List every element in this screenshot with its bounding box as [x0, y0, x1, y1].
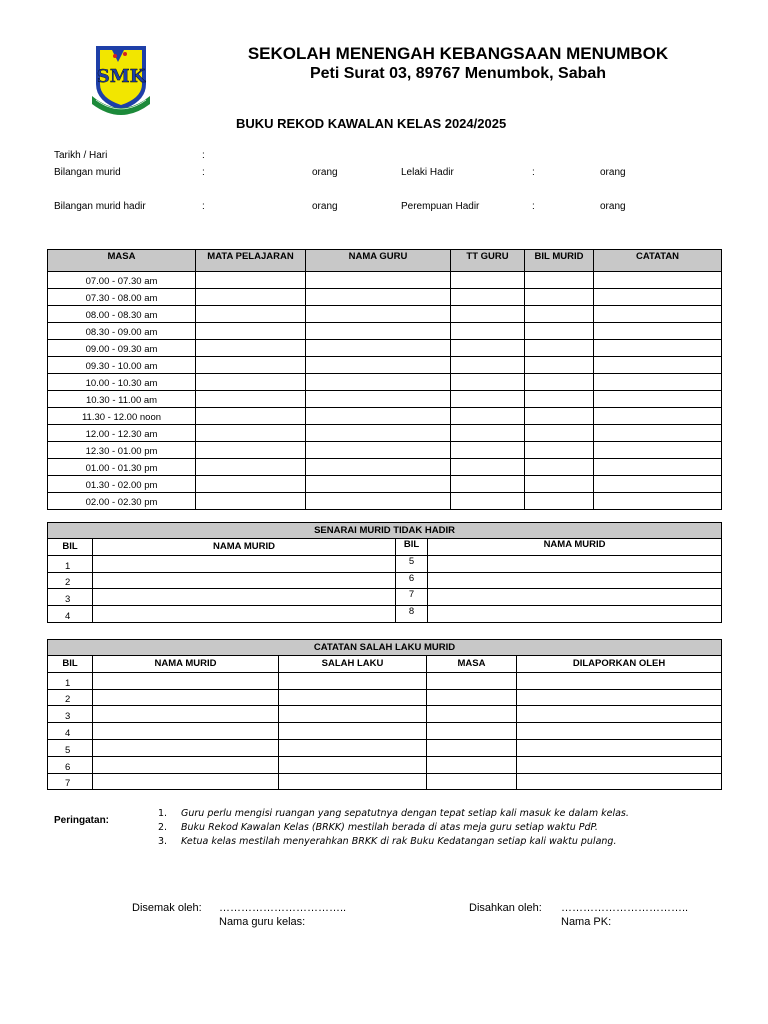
date-label: Tarikh / Hari	[54, 150, 108, 161]
students-colon: :	[202, 167, 205, 178]
misconduct-number: 2	[48, 689, 93, 706]
time-cell[interactable]	[427, 672, 517, 689]
time-slot: 10.30 - 11.00 am	[48, 391, 196, 408]
absent-number: 6	[396, 572, 428, 589]
time-slot: 01.30 - 02.00 pm	[48, 476, 196, 493]
time-slot: 07.00 - 07.30 am	[48, 272, 196, 289]
misconduct-row	[48, 706, 722, 723]
time-cell[interactable]	[427, 723, 517, 740]
subject-cell[interactable]	[196, 493, 306, 510]
time-slot: 10.00 - 10.30 am	[48, 374, 196, 391]
school-name: SEKOLAH MENENGAH KEBANGSAAN MENUMBOK	[247, 44, 669, 63]
signature-cell[interactable]	[451, 306, 525, 323]
time-slot: 01.00 - 01.30 pm	[48, 459, 196, 476]
signature-cell[interactable]	[451, 476, 525, 493]
notes-cell[interactable]	[594, 323, 722, 340]
absent-name-cell[interactable]	[428, 589, 722, 606]
student-name-cell[interactable]	[93, 672, 279, 689]
schedule-row	[48, 493, 722, 510]
header-signature: TT GURU	[451, 250, 525, 272]
student-count-cell[interactable]	[525, 425, 594, 442]
student-count-cell[interactable]	[525, 493, 594, 510]
absent-number: 4	[48, 606, 93, 623]
header-subject: MATA PELAJARAN	[196, 250, 306, 272]
absent-name-cell[interactable]	[93, 606, 396, 623]
student-count-cell[interactable]	[525, 340, 594, 357]
notes-cell[interactable]	[594, 476, 722, 493]
time-slot: 09.30 - 10.00 am	[48, 357, 196, 374]
offence-cell[interactable]	[279, 723, 427, 740]
absent-name-cell[interactable]	[93, 555, 396, 572]
time-slot: 02.00 - 02.30 pm	[48, 493, 196, 510]
warning-text: Buku Rekod Kawalan Kelas (BRKK) mestilah berada di atas meja guru setiap waktu PdP.	[181, 822, 598, 833]
school-logo	[88, 44, 154, 118]
reporter-cell[interactable]	[517, 739, 722, 756]
signature-cell[interactable]	[451, 323, 525, 340]
student-name-cell[interactable]	[93, 723, 279, 740]
misconduct-row	[48, 672, 722, 689]
signature-cell[interactable]	[451, 408, 525, 425]
time-slot: 08.30 - 09.00 am	[48, 323, 196, 340]
schedule-row	[48, 374, 722, 391]
misconduct-row	[48, 689, 722, 706]
notes-cell[interactable]	[594, 442, 722, 459]
approved-by-label: Disahkan oleh:	[469, 902, 542, 914]
notes-cell[interactable]	[594, 306, 722, 323]
signature-cell[interactable]	[451, 357, 525, 374]
notes-cell[interactable]	[594, 408, 722, 425]
teacher-cell[interactable]	[306, 408, 451, 425]
schedule-row	[48, 340, 722, 357]
warning-item	[158, 836, 616, 847]
misconduct-number: 7	[48, 773, 93, 790]
misconduct-title: CATATAN SALAH LAKU MURID	[48, 640, 722, 656]
absent-bil-header-right: BIL	[396, 539, 428, 556]
reporter-cell[interactable]	[517, 706, 722, 723]
subject-cell[interactable]	[196, 323, 306, 340]
absent-row	[48, 589, 722, 606]
student-name-cell[interactable]	[93, 756, 279, 773]
absent-name-cell[interactable]	[428, 606, 722, 623]
offence-cell[interactable]	[279, 756, 427, 773]
offence-cell[interactable]	[279, 773, 427, 790]
teacher-cell[interactable]	[306, 493, 451, 510]
misconduct-reporter-header: DILAPORKAN OLEH	[517, 656, 722, 673]
subject-cell[interactable]	[196, 476, 306, 493]
absent-name-cell[interactable]	[428, 555, 722, 572]
misconduct-number: 3	[48, 706, 93, 723]
absent-name-header-right: NAMA MURID	[428, 539, 722, 556]
warning-item	[158, 808, 629, 819]
subject-cell[interactable]	[196, 340, 306, 357]
misconduct-bil-header: BIL	[48, 656, 93, 673]
absent-bil-header: BIL	[48, 539, 93, 556]
time-slot: 07.30 - 08.00 am	[48, 289, 196, 306]
absent-number: 1	[48, 555, 93, 572]
misconduct-offence-header: SALAH LAKU	[279, 656, 427, 673]
offence-cell[interactable]	[279, 672, 427, 689]
time-slot: 12.00 - 12.30 am	[48, 425, 196, 442]
notes-cell[interactable]	[594, 459, 722, 476]
absent-name-header: NAMA MURID	[93, 539, 396, 556]
schedule-row	[48, 476, 722, 493]
subject-cell[interactable]	[196, 272, 306, 289]
absent-row	[48, 555, 722, 572]
students-unit: orang	[312, 167, 338, 178]
notes-cell[interactable]	[594, 272, 722, 289]
student-count-cell[interactable]	[525, 442, 594, 459]
misconduct-table	[47, 639, 722, 790]
misconduct-row	[48, 723, 722, 740]
absent-row	[48, 606, 722, 623]
checked-by-line: ……………………………..	[219, 902, 347, 914]
schedule-row	[48, 357, 722, 374]
warning-number: 2.	[158, 822, 168, 833]
misconduct-number: 5	[48, 739, 93, 756]
date-colon: :	[202, 150, 205, 161]
time-cell[interactable]	[427, 706, 517, 723]
misconduct-number: 4	[48, 723, 93, 740]
time-slot: 08.00 - 08.30 am	[48, 306, 196, 323]
schedule-row	[48, 391, 722, 408]
teacher-cell[interactable]	[306, 357, 451, 374]
girls-label: Perempuan Hadir	[401, 201, 480, 212]
present-colon: :	[202, 201, 205, 212]
girls-colon: :	[532, 201, 535, 212]
student-count-cell[interactable]	[525, 357, 594, 374]
reporter-cell[interactable]	[517, 672, 722, 689]
absent-number: 5	[396, 555, 428, 572]
subject-cell[interactable]	[196, 459, 306, 476]
teacher-cell[interactable]	[306, 374, 451, 391]
boys-label: Lelaki Hadir	[401, 167, 454, 178]
teacher-cell[interactable]	[306, 459, 451, 476]
student-count-cell[interactable]	[525, 323, 594, 340]
notes-cell[interactable]	[594, 374, 722, 391]
reporter-cell[interactable]	[517, 756, 722, 773]
signature-cell[interactable]	[451, 459, 525, 476]
time-cell[interactable]	[427, 756, 517, 773]
subject-cell[interactable]	[196, 357, 306, 374]
subject-cell[interactable]	[196, 374, 306, 391]
present-label: Bilangan murid hadir	[54, 201, 146, 212]
warning-number: 3.	[158, 836, 168, 847]
signature-cell[interactable]	[451, 272, 525, 289]
absent-number: 2	[48, 572, 93, 589]
time-cell[interactable]	[427, 739, 517, 756]
schedule-row	[48, 306, 722, 323]
header-masa: MASA	[48, 250, 196, 272]
student-count-cell[interactable]	[525, 408, 594, 425]
teacher-cell[interactable]	[306, 340, 451, 357]
signature-cell[interactable]	[451, 340, 525, 357]
reporter-cell[interactable]	[517, 689, 722, 706]
teacher-cell[interactable]	[306, 425, 451, 442]
header-notes: CATATAN	[594, 250, 722, 272]
time-slot: 12.30 - 01.00 pm	[48, 442, 196, 459]
approved-by-line: ……………………………..	[561, 902, 689, 914]
teacher-cell[interactable]	[306, 391, 451, 408]
misconduct-row	[48, 739, 722, 756]
boys-colon: :	[532, 167, 535, 178]
student-count-cell[interactable]	[525, 391, 594, 408]
absent-name-cell[interactable]	[428, 572, 722, 589]
reporter-cell[interactable]	[517, 723, 722, 740]
misconduct-row	[48, 756, 722, 773]
subject-cell[interactable]	[196, 289, 306, 306]
absent-row	[48, 572, 722, 589]
absent-name-cell[interactable]	[93, 589, 396, 606]
schedule-row	[48, 408, 722, 425]
time-cell[interactable]	[427, 773, 517, 790]
teacher-cell[interactable]	[306, 272, 451, 289]
signature-cell[interactable]	[451, 442, 525, 459]
students-label: Bilangan murid	[54, 167, 121, 178]
teacher-name-label: Nama guru kelas:	[219, 916, 306, 928]
teacher-cell[interactable]	[306, 442, 451, 459]
warning-label: Peringatan:	[54, 815, 110, 826]
warning-item	[158, 822, 598, 833]
absent-number: 7	[396, 589, 428, 606]
student-name-cell[interactable]	[93, 739, 279, 756]
absent-title: SENARAI MURID TIDAK HADIR	[48, 523, 722, 539]
subject-cell[interactable]	[196, 408, 306, 425]
reporter-cell[interactable]	[517, 773, 722, 790]
present-unit: orang	[312, 201, 338, 212]
girls-unit: orang	[600, 201, 626, 212]
schedule-table	[47, 249, 722, 510]
time-slot: 11.30 - 12.00 noon	[48, 408, 196, 425]
student-name-cell[interactable]	[93, 689, 279, 706]
warning-text: Ketua kelas mestilah menyerahkan BRKK di rak Buku Kedatangan setiap kali waktu pulang.	[181, 836, 617, 847]
signature-cell[interactable]	[451, 374, 525, 391]
misconduct-number: 6	[48, 756, 93, 773]
subject-cell[interactable]	[196, 442, 306, 459]
subject-cell[interactable]	[196, 306, 306, 323]
checked-by-label: Disemak oleh:	[132, 902, 202, 914]
notes-cell[interactable]	[594, 340, 722, 357]
svg-text:SMK: SMK	[96, 66, 146, 87]
header-teacher: NAMA GURU	[306, 250, 451, 272]
notes-cell[interactable]	[594, 289, 722, 306]
signature-cell[interactable]	[451, 289, 525, 306]
schedule-row	[48, 459, 722, 476]
school-address: Peti Surat 03, 89767 Menumbok, Sabah	[309, 65, 607, 82]
boys-unit: orang	[600, 167, 626, 178]
warning-number: 1.	[158, 808, 168, 819]
header-student-count: BIL MURID	[525, 250, 594, 272]
teacher-cell[interactable]	[306, 306, 451, 323]
signature-cell[interactable]	[451, 391, 525, 408]
form-title: BUKU REKOD KAWALAN KELAS 2024/2025	[236, 116, 507, 131]
misconduct-row	[48, 773, 722, 790]
schedule-row	[48, 323, 722, 340]
notes-cell[interactable]	[594, 357, 722, 374]
teacher-cell[interactable]	[306, 323, 451, 340]
subject-cell[interactable]	[196, 391, 306, 408]
subject-cell[interactable]	[196, 425, 306, 442]
signature-cell[interactable]	[451, 425, 525, 442]
misconduct-name-header: NAMA MURID	[93, 656, 279, 673]
offence-cell[interactable]	[279, 689, 427, 706]
student-name-cell[interactable]	[93, 706, 279, 723]
schedule-row	[48, 425, 722, 442]
teacher-cell[interactable]	[306, 476, 451, 493]
absent-number: 3	[48, 589, 93, 606]
offence-cell[interactable]	[279, 739, 427, 756]
student-count-cell[interactable]	[525, 306, 594, 323]
student-count-cell[interactable]	[525, 272, 594, 289]
schedule-row	[48, 272, 722, 289]
student-count-cell[interactable]	[525, 459, 594, 476]
student-count-cell[interactable]	[525, 289, 594, 306]
absent-name-cell[interactable]	[93, 572, 396, 589]
student-count-cell[interactable]	[525, 374, 594, 391]
schedule-row	[48, 289, 722, 306]
notes-cell[interactable]	[594, 425, 722, 442]
notes-cell[interactable]	[594, 493, 722, 510]
student-name-cell[interactable]	[93, 773, 279, 790]
student-count-cell[interactable]	[525, 476, 594, 493]
misconduct-number: 1	[48, 672, 93, 689]
absent-table	[47, 522, 722, 623]
offence-cell[interactable]	[279, 706, 427, 723]
misconduct-time-header: MASA	[427, 656, 517, 673]
time-slot: 09.00 - 09.30 am	[48, 340, 196, 357]
time-cell[interactable]	[427, 689, 517, 706]
warning-text: Guru perlu mengisi ruangan yang sepatutnya dengan tepat setiap kali masuk ke dalam kelas.	[181, 808, 629, 819]
pk-name-label: Nama PK:	[561, 916, 612, 928]
schedule-row	[48, 442, 722, 459]
notes-cell[interactable]	[594, 391, 722, 408]
teacher-cell[interactable]	[306, 289, 451, 306]
signature-cell[interactable]	[451, 493, 525, 510]
absent-number: 8	[396, 606, 428, 623]
